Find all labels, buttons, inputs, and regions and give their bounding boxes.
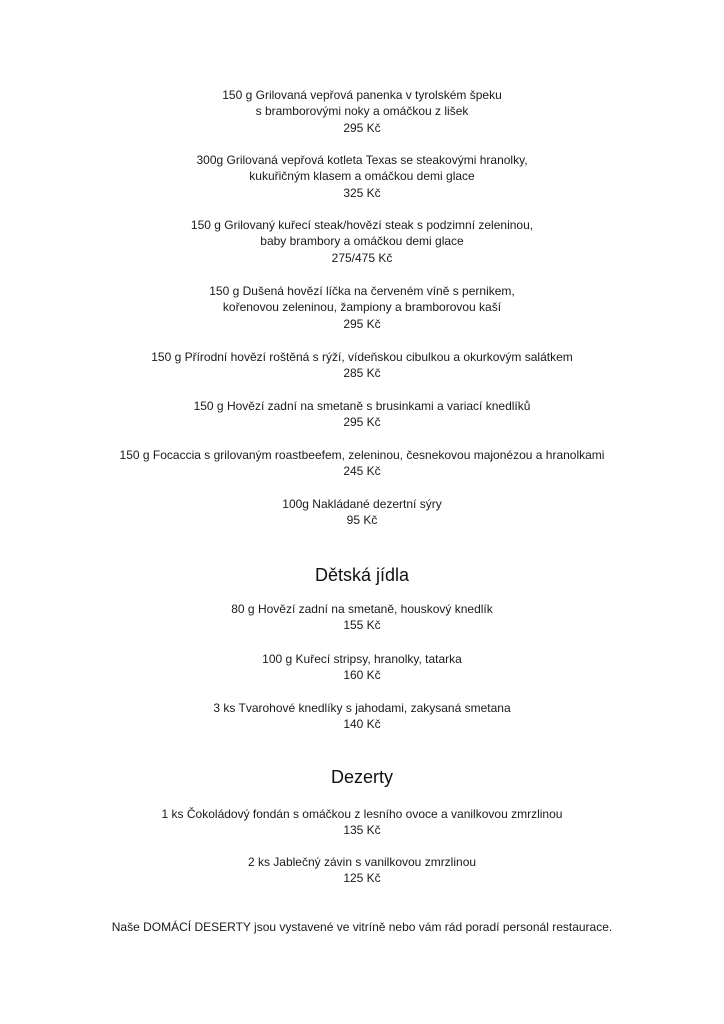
item-description: s bramborovými noky a omáčkou z lišek — [255, 104, 469, 119]
item-description: 80 g Hovězí zadní na smetaně, houskový knedlík — [231, 602, 493, 616]
item-description: 1 ks Čokoládový fondán s omáčkou z lesního ovoce a vanilkovou zmrzlinou — [161, 807, 563, 821]
item-price: 155 Kč — [343, 618, 381, 633]
item-price: 140 Kč — [343, 717, 381, 732]
menu-item — [0, 217, 724, 266]
desserts-note: Naše DOMÁCÍ DESERTY jsou vystavené ve vitríně nebo vám rád poradí personál restaurace. — [111, 920, 613, 934]
item-price: 295 Kč — [343, 415, 381, 430]
item-description: 2 ks Jablečný závin s vanilkovou zmrzlinou — [247, 855, 477, 869]
menu-item — [0, 601, 724, 634]
menu-item — [0, 651, 724, 684]
item-description: 300g Grilovaná vepřová kotleta Texas se steakovými hranolky, — [196, 153, 528, 167]
item-description: 150 g Dušená hovězí líčka na červeném víně s pernikem, — [209, 284, 515, 298]
menu-item — [0, 806, 724, 839]
item-description: 150 g Přírodní hovězí roštěná s rýží, vídeňskou cibulkou a okurkovým salátkem — [151, 350, 573, 364]
item-price: 95 Kč — [346, 513, 378, 528]
item-price: 295 Kč — [343, 316, 381, 331]
item-price: 285 Kč — [343, 366, 381, 381]
item-description: kořenovou zeleninou, žampiony a bramborovou kaší — [222, 300, 502, 315]
item-description: 150 g Focaccia s grilovaným roastbeefem, zeleninou, česnekovou majonézou a hranolkami — [119, 448, 605, 462]
menu-item — [0, 447, 724, 480]
menu-item — [0, 87, 724, 136]
item-price: 125 Kč — [343, 871, 381, 886]
menu-item — [0, 349, 724, 382]
item-price: 275/475 Kč — [331, 250, 393, 265]
item-price: 295 Kč — [343, 120, 381, 135]
item-description: 150 g Grilovaná vepřová panenka v tyrolském špeku — [222, 88, 502, 102]
item-description: 3 ks Tvarohové knedlíky s jahodami, zakysaná smetana — [213, 701, 511, 715]
item-price: 245 Kč — [343, 464, 381, 479]
menu-item — [0, 496, 724, 529]
section-heading-desserts: Dezerty — [330, 767, 393, 787]
section-heading-kids: Dětská jídla — [314, 565, 410, 585]
item-price: 160 Kč — [343, 668, 381, 683]
menu-item — [0, 152, 724, 201]
item-description: 100 g Kuřecí stripsy, hranolky, tatarka — [262, 652, 462, 666]
item-description: 150 g Hovězí zadní na smetaně s brusinkami a variací knedlíků — [193, 399, 531, 413]
item-price: 135 Kč — [343, 823, 381, 838]
menu-item — [0, 283, 724, 332]
menu-item — [0, 398, 724, 431]
item-description: 100g Nakládané dezertní sýry — [282, 497, 442, 511]
item-description: kukuřičným klasem a omáčkou demi glace — [249, 169, 475, 184]
menu-item — [0, 700, 724, 733]
item-description: baby brambory a omáčkou demi glace — [260, 234, 464, 249]
item-price: 325 Kč — [343, 185, 381, 200]
item-description: 150 g Grilovaný kuřecí steak/hovězí steak s podzimní zeleninou, — [190, 218, 534, 232]
menu-item — [0, 854, 724, 887]
